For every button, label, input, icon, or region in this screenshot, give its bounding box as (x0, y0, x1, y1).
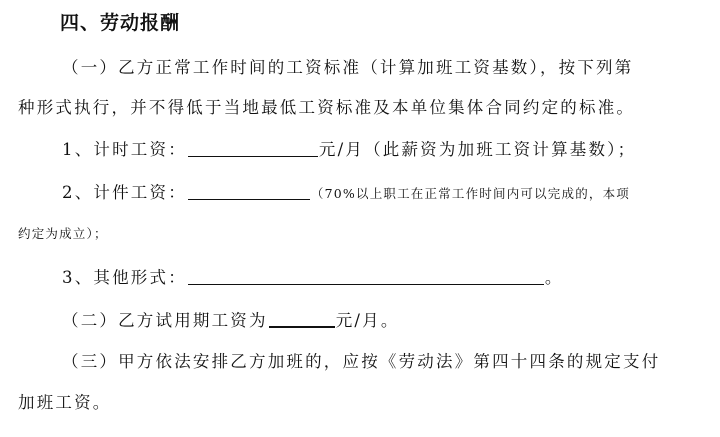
other-form-blank-field[interactable] (188, 268, 544, 285)
piece-wage-blank-field[interactable] (188, 183, 310, 200)
clause-2-prefix: （二）乙方试用期工资为 (62, 311, 268, 330)
probation-wage-blank-field[interactable] (269, 310, 335, 328)
item-piece-wage (62, 179, 630, 203)
item-piece-wage-note: （70%以上职工在正常工作时间内可以完成的，本项 (310, 186, 630, 201)
item-hourly-wage-suffix: 元/月（此薪资为加班工资计算基数）； (318, 140, 637, 159)
item-hourly-wage (62, 136, 636, 160)
item-piece-wage-label: 2、计件工资： (62, 183, 187, 202)
item-other-form-label: 3、其他形式： (62, 268, 187, 287)
hourly-wage-blank-field[interactable] (188, 140, 318, 157)
item-piece-wage-note-cont: 约定为成立）； (18, 226, 108, 241)
item-hourly-wage-label: 1、计时工资： (62, 140, 187, 159)
clause-2 (62, 307, 400, 331)
clause-1-line-2: 种形式执行，并不得低于当地最低工资标准及本单位集体合同约定的标准。 (18, 98, 636, 117)
clause-3-line-1: （三）甲方依法安排乙方加班的，应按《劳动法》第四十四条的规定支付 (62, 352, 661, 371)
item-other-form-suffix: 。 (544, 268, 564, 287)
clause-3-line-2: 加班工资。 (18, 393, 112, 412)
item-other-form (62, 264, 564, 288)
section-heading: 四、劳动报酬 (60, 12, 181, 34)
clause-1-line-1: （一）乙方正常工作时间的工资标准（计算加班工资基数），按下列第 (62, 58, 634, 77)
clause-2-suffix: 元/月。 (335, 311, 400, 330)
